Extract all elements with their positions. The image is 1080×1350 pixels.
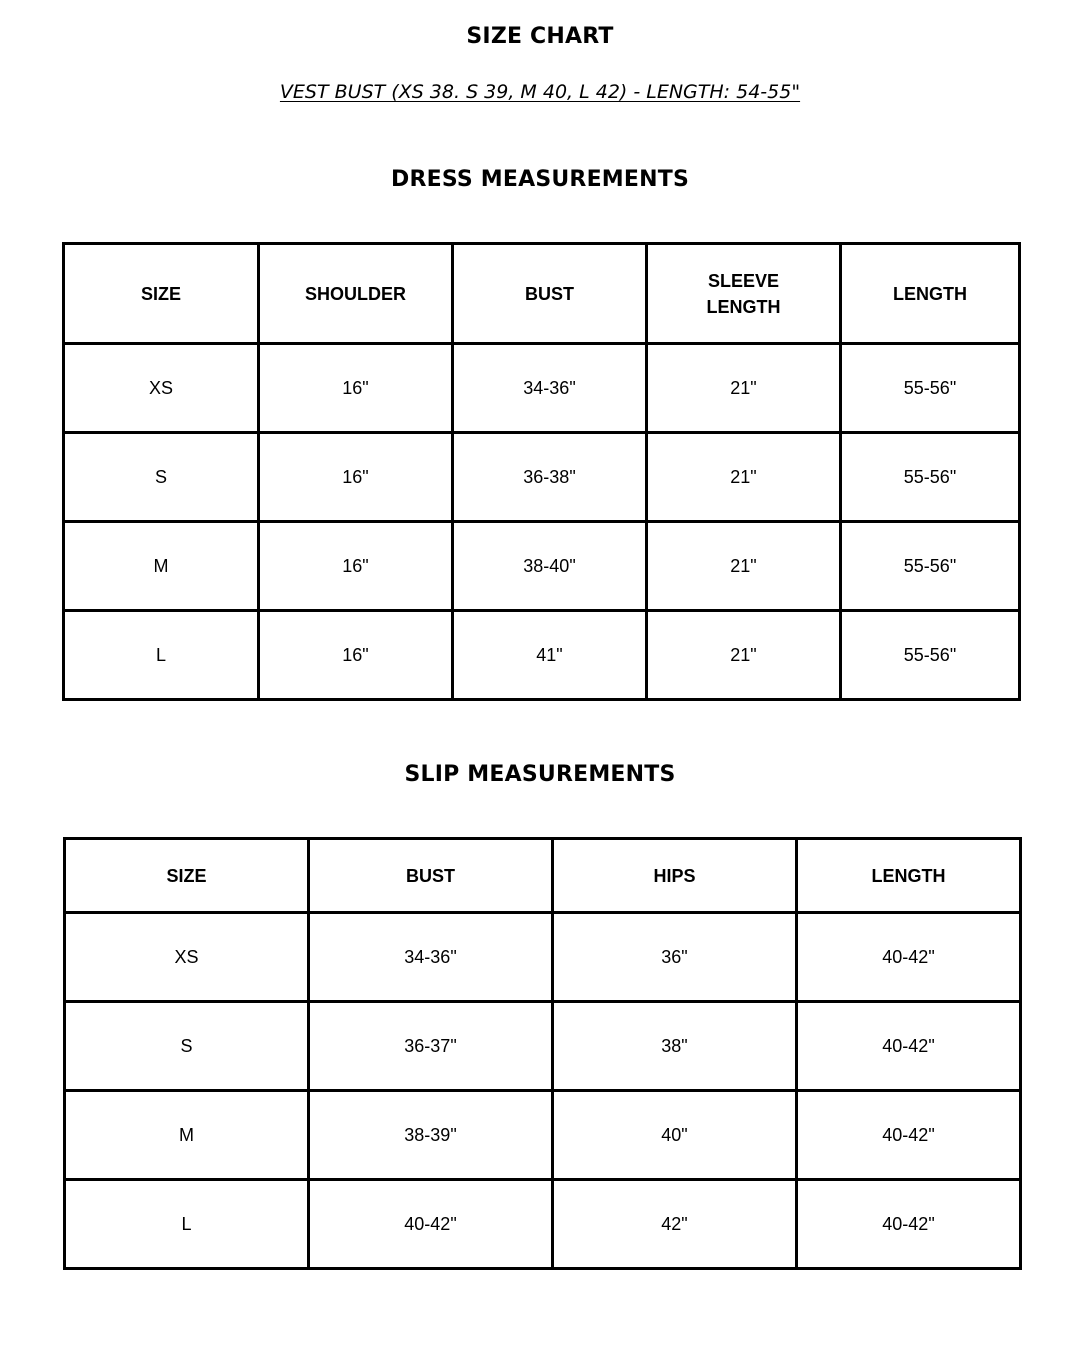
table-row	[65, 913, 1021, 1002]
table-row	[65, 1091, 1021, 1180]
dress-measurements-table	[62, 242, 1021, 701]
table-cell: XS	[65, 913, 309, 1002]
table-header-row	[65, 839, 1021, 913]
dress-section-heading: DRESS MEASUREMENTS	[390, 167, 689, 192]
table-cell: 21"	[647, 344, 841, 433]
table-cell: 16"	[259, 522, 453, 611]
table-cell: 21"	[647, 522, 841, 611]
column-header-hips: HIPS	[553, 839, 797, 913]
table-cell: S	[64, 433, 259, 522]
column-header-length: LENGTH	[841, 244, 1020, 344]
column-header-bust: BUST	[309, 839, 553, 913]
table-cell: 38"	[553, 1002, 797, 1091]
table-cell: 21"	[647, 433, 841, 522]
table-row	[65, 1002, 1021, 1091]
table-cell: 34-36"	[453, 344, 647, 433]
table-cell: 40-42"	[797, 1091, 1021, 1180]
table-cell: 34-36"	[309, 913, 553, 1002]
table-cell: L	[65, 1180, 309, 1269]
table-cell: 21"	[647, 611, 841, 700]
table-row	[65, 1180, 1021, 1269]
table-cell: L	[64, 611, 259, 700]
column-header-shoulder: SHOULDER	[259, 244, 453, 344]
table-cell: 38-39"	[309, 1091, 553, 1180]
table-cell: 16"	[259, 433, 453, 522]
table-cell: 55-56"	[841, 344, 1020, 433]
table-cell: M	[65, 1091, 309, 1180]
table-cell: 36-38"	[453, 433, 647, 522]
column-header-length: LENGTH	[797, 839, 1021, 913]
page-title: SIZE CHART	[466, 24, 614, 49]
table-cell: S	[65, 1002, 309, 1091]
sleeve-length-label: SLEEVE LENGTH	[706, 270, 781, 317]
table-cell: 55-56"	[841, 611, 1020, 700]
table-cell: 42"	[553, 1180, 797, 1269]
table-cell: 36-37"	[309, 1002, 553, 1091]
table-row	[64, 522, 1020, 611]
table-cell: M	[64, 522, 259, 611]
table-cell: 40"	[553, 1091, 797, 1180]
table-cell: 16"	[259, 344, 453, 433]
table-cell: 40-42"	[797, 1002, 1021, 1091]
table-header-row	[64, 244, 1020, 344]
table-cell: 36"	[553, 913, 797, 1002]
slip-measurements-table	[63, 837, 1022, 1270]
table-cell: 55-56"	[841, 522, 1020, 611]
table-cell: 38-40"	[453, 522, 647, 611]
table-cell: 41"	[453, 611, 647, 700]
table-cell: 55-56"	[841, 433, 1020, 522]
table-row	[64, 344, 1020, 433]
table-cell: 40-42"	[797, 1180, 1021, 1269]
table-cell: XS	[64, 344, 259, 433]
column-header-sleeve-length	[647, 244, 841, 344]
column-header-bust: BUST	[453, 244, 647, 344]
table-cell: 16"	[259, 611, 453, 700]
vest-measurements-note: VEST BUST (XS 38. S 39, M 40, L 42) - LENGTH: 54-55"	[279, 81, 801, 103]
table-row	[64, 611, 1020, 700]
table-cell: 40-42"	[797, 913, 1021, 1002]
slip-section-heading: SLIP MEASUREMENTS	[404, 762, 676, 787]
table-row	[64, 433, 1020, 522]
column-header-size: SIZE	[65, 839, 309, 913]
column-header-size: SIZE	[64, 244, 259, 344]
table-cell: 40-42"	[309, 1180, 553, 1269]
